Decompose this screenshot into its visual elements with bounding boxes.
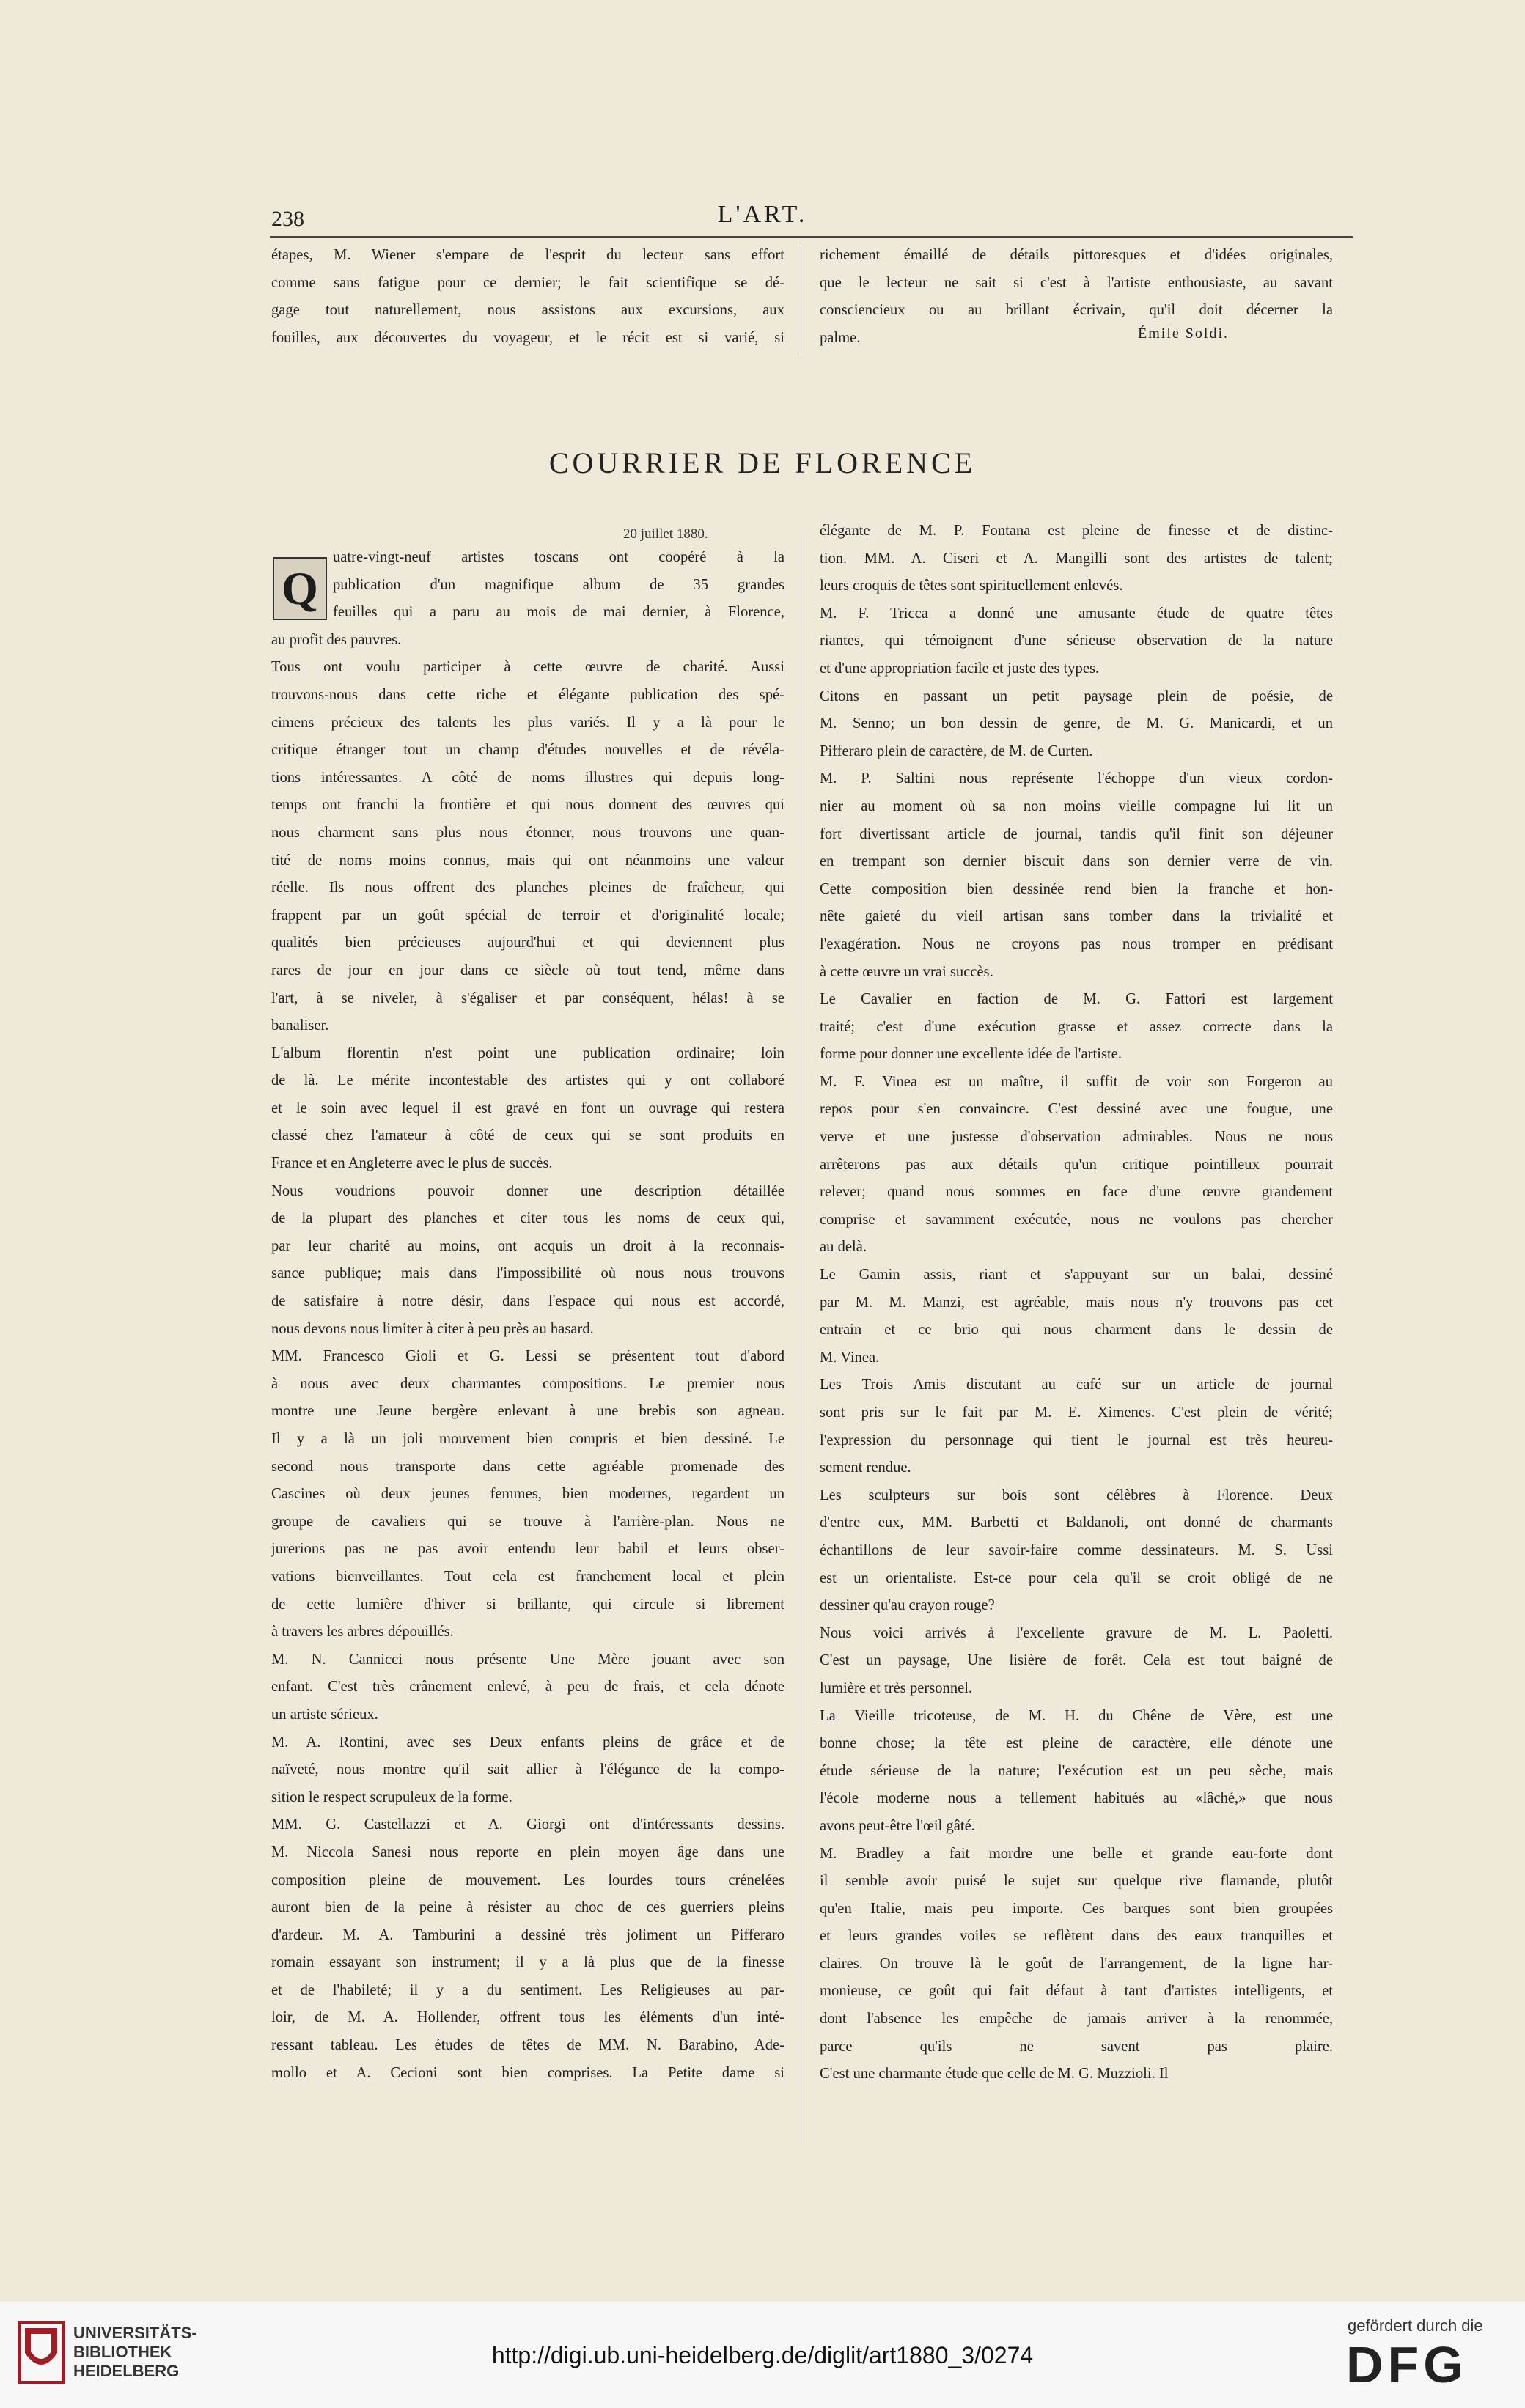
text-line: Cette composition bien dessinée rend bien la franche et hon-	[820, 880, 1333, 897]
text-line: parce qu'ils ne savent pas plaire.	[820, 2038, 1333, 2055]
text-line: jurerions pas ne pas avoir entendu leur babil et leurs obser-	[271, 1541, 784, 1558]
text-line: qu'en Italie, mais peu importe. Ces barques sont bien groupées	[820, 1900, 1333, 1917]
text-line: mollo et A. Cecioni sont bien comprises. La Petite dame si	[271, 2064, 784, 2081]
left-column	[271, 544, 784, 2087]
text-line: l'exagération. Nous ne croyons pas nous tromper en prédisant	[820, 935, 1333, 952]
text-line: et le soin avec lequel il est gravé en font un ouvrage qui restera	[271, 1100, 784, 1116]
permalink-url[interactable]: http://digi.ub.uni-heidelberg.de/diglit/art1880_3/0274	[491, 2342, 1034, 2368]
dfg-logo: DFG	[1346, 2336, 1468, 2393]
text-line: traité; c'est d'une exécution grasse et assez correcte dans la	[820, 1018, 1333, 1035]
article-date: 20 juillet 1880.	[623, 526, 708, 542]
text-line: Nous voici arrivés à l'excellente gravure de M. L. Paoletti.	[820, 1624, 1333, 1641]
text-line: au delà.	[820, 1239, 867, 1256]
text-line: groupe de cavaliers qui se trouve à l'arrière-plan. Nous ne	[271, 1513, 784, 1530]
text-line: et d'une appropriation facile et juste des types.	[820, 660, 1100, 677]
text-line: Citons en passant un petit paysage plein de poésie, de	[820, 688, 1333, 704]
text-line: à cette œuvre un vrai succès.	[820, 963, 993, 980]
text-line: M. Senno; un bon dessin de genre, de M. G. Manicardi, et un	[820, 715, 1333, 732]
text-line: consciencieux ou au brillant écrivain, qu'il doit décerner la	[820, 302, 1333, 319]
text-line: publication d'un magnifique album de 35 grandes	[333, 576, 784, 593]
funded-by-text: gefördert durch die	[1348, 2316, 1483, 2335]
text-line: il semble avoir puisé le sujet sur quelque rive flamande, plutôt	[820, 1873, 1333, 1890]
text-line: est un orientaliste. Est-ce pour cela qu'il se croit obligé de ne	[820, 1569, 1333, 1586]
text-line: gage tout naturellement, nous assistons aux excursions, aux	[271, 302, 784, 319]
text-line: rares de jour en jour dans ce siècle où tout tend, même dans	[271, 962, 784, 979]
text-line: de là. Le mérite incontestable des artistes qui y ont collaboré	[271, 1072, 784, 1089]
text-line: verve et une justesse d'observation admirables. Nous ne nous	[820, 1129, 1333, 1146]
text-line: comme sans fatigue pour ce dernier; le fait scientifique se dé-	[271, 274, 784, 291]
text-line: auront bien de la peine à résister au choc de ces guerriers pleins	[271, 1899, 784, 1916]
text-line: leurs croquis de têtes sont spirituellement enlevés.	[820, 578, 1123, 594]
text-line: étude sérieuse de la nature; l'exécution est un peu sèche, mais	[820, 1762, 1333, 1779]
text-line: Il y a là un joli mouvement bien compris et bien dessiné. Le	[271, 1431, 784, 1447]
text-line: nier au moment où sa non moins vieille compagne lui lit un	[820, 798, 1333, 814]
text-line: feuilles qui a paru au mois de mai dernier, à Florence,	[333, 604, 784, 621]
text-line: M. F. Vinea est un maître, il suffit de voir son Forgeron au	[820, 1073, 1333, 1090]
text-line: M. F. Tricca a donné une amusante étude de quatre têtes	[820, 605, 1333, 622]
text-line: un artiste sérieux.	[271, 1706, 378, 1723]
text-line: de satisfaire à notre désir, dans l'espace qui nous est accordé,	[271, 1293, 784, 1310]
section-title: COURRIER DE FLORENCE	[548, 446, 977, 479]
text-line: M. Niccola Sanesi nous reporte en plein moyen âge dans une	[271, 1844, 784, 1860]
text-line: ressant tableau. Les études de têtes de MM. N. Barabino, Ade-	[271, 2037, 784, 2054]
text-line: temps ont franchi la frontière et qui nous donnent des œuvres qui	[271, 797, 784, 814]
text-line: réelle. Ils nous offrent des planches pleines de fraîcheur, qui	[271, 880, 784, 896]
text-line: Pifferaro plein de caractère, de M. de Curten.	[820, 743, 1093, 759]
text-line: entrain et ce brio qui nous charment dans le dessin de	[820, 1322, 1333, 1339]
text-line: dont l'absence les empêche de jamais arriver à la renommée,	[820, 2011, 1333, 2028]
text-line: l'art, à se niveler, à s'égaliser et par conséquent, hélas! à se	[271, 990, 784, 1006]
library-line-1: UNIVERSITÄTS-	[73, 2324, 197, 2342]
journal-title: L'ART.	[717, 201, 808, 228]
top-right-column	[820, 242, 1333, 352]
library-line-2: BIBLIOTHEK	[73, 2343, 172, 2361]
text-line: sement rendue.	[820, 1459, 911, 1476]
text-line: La Vieille tricoteuse, de M. H. du Chêne de Vère, est une	[820, 1707, 1333, 1724]
text-line: M. Vinea.	[820, 1349, 880, 1366]
text-line: claires. On trouve là le goût de l'arrangement, de la ligne har-	[820, 1955, 1333, 1972]
text-line: palme.	[820, 329, 861, 346]
text-line: second nous transporte dans cette agréable promenade des	[271, 1458, 784, 1475]
text-line: qualités bien précieuses aujourd'hui et qui deviennent plus	[271, 935, 784, 951]
text-line: de la plupart des planches et citer tous les noms de ceux qui,	[271, 1210, 784, 1227]
text-line: MM. G. Castellazzi et A. Giorgi ont d'intéressants dessins.	[271, 1816, 784, 1833]
text-line: M. P. Saltini nous représente l'échoppe d'un vieux cordon-	[820, 770, 1333, 787]
text-line: d'ardeur. M. A. Tamburini a dessiné très joliment un Pifferaro	[271, 1926, 784, 1943]
text-line: Le Cavalier en faction de M. G. Fattori est largement	[820, 991, 1333, 1008]
text-line: fort divertissant article de journal, tandis qu'il finit son déjeuner	[820, 825, 1333, 842]
text-line: et de l'habileté; il y a du sentiment. Les Religieuses au par-	[271, 1981, 784, 1998]
text-line: Les sculpteurs sur bois sont célèbres à Florence. Deux	[820, 1487, 1333, 1503]
text-line: vations bienveillantes. Tout cela est franchement local et plein	[271, 1568, 784, 1585]
text-line: arrêterons pas aux détails qu'un critique pointilleux pourrait	[820, 1156, 1333, 1173]
text-line: richement émaillé de détails pittoresques et d'idées originales,	[820, 247, 1333, 263]
text-line: Les Trois Amis discutant au café sur un article de journal	[820, 1377, 1333, 1393]
text-line: et leurs grandes voiles se reflètent dans des eaux tranquilles et	[820, 1928, 1333, 1945]
text-line: l'école moderne nous a tellement habitués au «lâché,» que nous	[820, 1790, 1333, 1807]
text-line: M. A. Rontini, avec ses Deux enfants pleins de grâce et de	[271, 1734, 784, 1750]
text-line: Tous ont voulu participer à cette œuvre de charité. Aussi	[271, 659, 784, 676]
text-line: riantes, qui témoignent d'une sérieuse observation de la nature	[820, 633, 1333, 649]
text-line: au profit des pauvres.	[271, 631, 402, 648]
drop-cap: Q	[273, 557, 327, 620]
page-number: 238	[271, 207, 304, 231]
text-line: banaliser.	[271, 1017, 329, 1034]
text-line: romain essayant son instrument; il y a là plus que de la finesse	[271, 1954, 784, 1971]
text-line: bonne chose; la tête est pleine de caractère, elle dénote une	[820, 1735, 1333, 1752]
text-line: C'est une charmante étude que celle de M. G. Muzzioli. Il	[820, 2066, 1169, 2083]
text-line: étapes, M. Wiener s'empare de l'esprit du lecteur sans effort	[271, 247, 784, 263]
text-line: que le lecteur ne sait si c'est à l'artiste enthousiaste, au savant	[820, 274, 1333, 291]
text-line: critique étranger tout un champ d'études nouvelles et de révéla-	[271, 742, 784, 759]
text-line: nous devons nous limiter à citer à peu près au hasard.	[271, 1320, 594, 1337]
text-line: cimens précieux des talents les plus variés. Il y a là pour le	[271, 714, 784, 731]
text-line: sance publique; mais dans l'impossibilité où nous nous trouvons	[271, 1265, 784, 1282]
author-signature: Émile Soldi.	[1138, 325, 1229, 342]
library-line-3: HEIDELBERG	[73, 2362, 180, 2380]
text-line: nous charment sans plus nous étonner, nous trouvons une quan-	[271, 824, 784, 841]
text-line: d'entre eux, MM. Barbetti et Baldanoli, ont donné de charmants	[820, 1514, 1333, 1531]
right-column	[820, 518, 1333, 2088]
text-line: repos pour s'en convaincre. C'est dessiné avec une fougue, une	[820, 1101, 1333, 1118]
top-left-column	[271, 242, 784, 352]
text-line: Nous voudrions pouvoir donner une description détaillée	[271, 1182, 784, 1199]
text-line: M. Bradley a fait mordre une belle et grande eau-forte dont	[820, 1845, 1333, 1862]
text-line: enfant. C'est très crânement enlevé, à peu de frais, et cela dénote	[271, 1679, 784, 1695]
text-line: nête gaieté du vieil artisan sans tomber dans la trivialité et	[820, 908, 1333, 925]
text-line: tion. MM. A. Ciseri et A. Mangilli sont des artistes de talent;	[820, 550, 1333, 567]
header-rule	[270, 236, 1353, 238]
text-line: dessiner qu'au crayon rouge?	[820, 1597, 995, 1614]
text-line: à nous avec deux charmantes compositions. Le premier nous	[271, 1375, 784, 1392]
text-line: comprise et savamment exécutée, nous ne voulons pas chercher	[820, 1211, 1333, 1228]
text-line: tions intéressantes. A côté de noms illustres qui depuis long-	[271, 769, 784, 786]
text-line: l'expression du personnage qui tient le journal est très heureu-	[820, 1432, 1333, 1448]
text-line: fouilles, aux découvertes du voyageur, et le récit est si varié, si	[271, 329, 784, 346]
text-line: naïveté, nous montre qu'il sait allier à l'élégance de la compo-	[271, 1761, 784, 1778]
text-line: par M. M. Manzi, est agréable, mais nous n'y trouvons pas cet	[820, 1294, 1333, 1311]
text-line: frappent par un goût spécial de terroir et d'originalité locale;	[271, 907, 784, 924]
text-line: C'est un paysage, Une lisière de forêt. Cela est tout baigné de	[820, 1652, 1333, 1669]
text-line: échantillons de leur savoir-faire comme dessinateurs. M. S. Ussi	[820, 1542, 1333, 1558]
text-line: monieuse, ce goût qui fait défaut à tant d'artistes intelligents, et	[820, 1983, 1333, 2000]
text-line: L'album florentin n'est point une publication ordinaire; loin	[271, 1045, 784, 1061]
text-line: classé chez l'amateur à côté de ceux qui se sont produits en	[271, 1127, 784, 1144]
text-line: montre une Jeune bergère enlevant à une brebis son agneau.	[271, 1403, 784, 1420]
text-line: lumière et très personnel.	[820, 1679, 973, 1696]
text-line: de cette lumière d'hiver si brillante, qui circule si librement	[271, 1596, 784, 1613]
text-line: en trempant son dernier biscuit dans son dernier verre de vin.	[820, 853, 1333, 870]
text-line: forme pour donner une excellente idée de l'artiste.	[820, 1046, 1122, 1063]
text-line: sont pris sur le fait par M. E. Ximenes. C'est plein de vérité;	[820, 1404, 1333, 1421]
text-line: à travers les arbres dépouillés.	[271, 1624, 454, 1641]
footer-bar	[0, 2302, 1525, 2408]
text-line: France et en Angleterre avec le plus de succès.	[271, 1155, 553, 1172]
text-line: élégante de M. P. Fontana est pleine de finesse et de distinc-	[820, 523, 1333, 539]
text-line: par leur charité au moins, ont acquis un droit à la reconnais-	[271, 1237, 784, 1254]
text-line: Le Gamin assis, riant et s'appuyant sur un balai, dessiné	[820, 1267, 1333, 1284]
text-line: sition le respect scrupuleux de la forme.	[271, 1789, 512, 1805]
text-line: uatre-vingt-neuf artistes toscans ont coopéré à la	[333, 549, 784, 565]
text-line: composition pleine de mouvement. Les lourdes tours crénelées	[271, 1871, 784, 1888]
text-line: relever; quand nous sommes en face d'une œuvre grandement	[820, 1184, 1333, 1201]
text-line: avons peut-être l'œil gâté.	[820, 1817, 975, 1834]
text-line: Cascines où deux jeunes femmes, bien modernes, regardent un	[271, 1486, 784, 1503]
text-line: loir, de M. A. Hollender, offrent tous les éléments d'un inté-	[271, 2009, 784, 2026]
text-line: MM. Francesco Gioli et G. Lessi se présentent tout d'abord	[271, 1348, 784, 1365]
text-line: M. N. Cannicci nous présente Une Mère jouant avec son	[271, 1651, 784, 1668]
text-line: tité de noms moins connus, mais qui ont néanmoins une valeur	[271, 852, 784, 869]
text-line: trouvons-nous dans cette riche et élégante publication des spé-	[271, 686, 784, 703]
